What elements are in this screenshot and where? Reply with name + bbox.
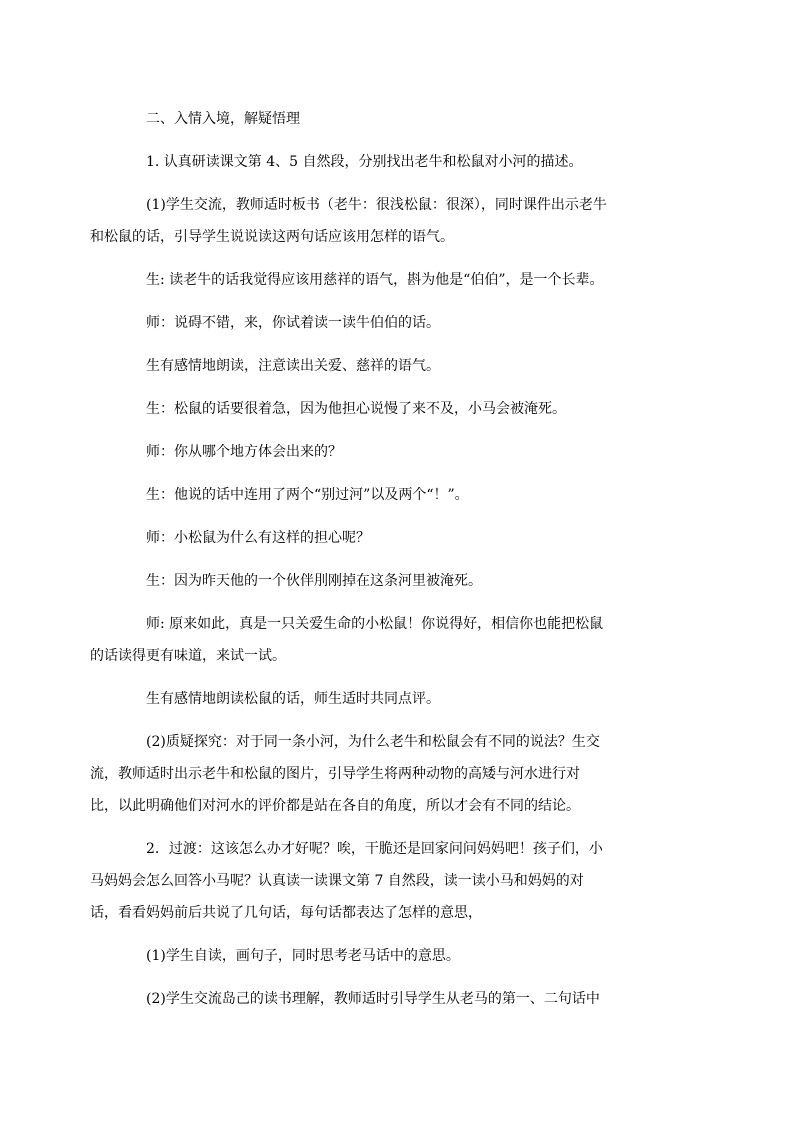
paragraph-gap xyxy=(118,929,678,940)
paragraph-gap xyxy=(118,339,678,350)
paragraph-gap xyxy=(118,822,678,833)
paragraph-line: 生有感情地朗读，注意读出关爱、慈祥的语气。 xyxy=(146,358,440,374)
paragraph-line: (1)学生交流，教师适时板书（老牛：很浅松鼠：很深），同时课件出示老牛 xyxy=(146,197,607,213)
paragraph-line: (1)学生自读，画句子，同时思考老马话中的意思。 xyxy=(146,948,460,964)
paragraph-line: 话，看看妈妈前后共说了几句话，每句话都表达了怎样的意思， xyxy=(90,905,482,921)
paragraph-line: 生：松鼠的话要很着急，因为他担心说慢了来不及，小马会被淹死。 xyxy=(146,401,566,417)
paragraph-gap xyxy=(118,135,678,146)
paragraph-line: 2．过渡：这该怎么办才好呢？唉，干脆还是回家问问妈妈吧！孩子们，小 xyxy=(146,841,603,857)
paragraph-line: 1. 认真研读课文第 4、5 自然段，分别找出老牛和松鼠对小河的描述。 xyxy=(146,154,583,170)
paragraph xyxy=(118,479,678,511)
paragraph xyxy=(90,189,678,253)
paragraph-line: 的话读得更有味道，来试一试。 xyxy=(90,648,286,664)
paragraph xyxy=(90,608,678,672)
paragraph-line: (2)学生交流岛己的读书理解，教师适时引导学生从老马的第一、二句话中 xyxy=(146,991,600,1007)
paragraph-gap xyxy=(118,425,678,436)
paragraph-gap xyxy=(118,511,678,522)
paragraph-line: 生: 读老牛的话我觉得应该用慈祥的语气，斟为他是“伯伯”，是一个长辈。 xyxy=(146,272,604,288)
paragraph-gap xyxy=(118,554,678,565)
paragraph-line: (2)质疑探究：对于同一条小河，为什么老牛和松鼠会有不同的说法？生交 xyxy=(146,734,600,750)
paragraph-gap xyxy=(118,253,678,264)
paragraph-line: 师：你从哪个地方体会出来的？ xyxy=(146,444,342,460)
paragraph xyxy=(90,726,678,822)
paragraph xyxy=(90,833,678,929)
paragraph xyxy=(118,307,678,339)
paragraph-line: 马妈妈会怎么回答小马呢？认真读一读课文第 7 自然段，读一读小马和妈妈的对 xyxy=(90,873,584,889)
paragraph-line: 生：因为昨天他的一个伙伴刖刚掉在这条河里被淹死。 xyxy=(146,573,482,589)
paragraph xyxy=(118,103,678,135)
paragraph-line: 二、入情入境，解疑悟理 xyxy=(146,111,300,127)
paragraph xyxy=(118,146,678,178)
paragraph xyxy=(118,683,678,715)
paragraph-line: 师: 原来如此，真是一只关爱生命的小松鼠！你说得好，相信你也能把松鼠 xyxy=(146,616,604,632)
paragraph-line: 生有感情地朗读松鼠的话，师生适时共同点评。 xyxy=(146,691,440,707)
document-body xyxy=(90,103,678,1015)
paragraph-line: 比，以此明确他们对河水的评价都是站在各自的角度，所以才会有不同的结论。 xyxy=(90,798,580,814)
paragraph xyxy=(118,350,678,382)
paragraph xyxy=(118,565,678,597)
paragraph xyxy=(118,983,678,1015)
paragraph-line: 师：说碍不错，来，你试着读一读牛伯伯的话。 xyxy=(146,315,440,331)
paragraph-gap xyxy=(118,382,678,393)
paragraph-line: 和松鼠的话，引导学生说说读这两句话应该用怎样的语气。 xyxy=(90,229,454,245)
paragraph-gap xyxy=(118,715,678,726)
paragraph xyxy=(118,436,678,468)
paragraph xyxy=(118,940,678,972)
paragraph-line: 师：小松鼠为什么有这样的担心呢？ xyxy=(146,530,370,546)
paragraph xyxy=(118,522,678,554)
paragraph-gap xyxy=(118,468,678,479)
paragraph-line: 生：他说的话中连用了两个“别过河”以及两个“！”。 xyxy=(146,487,469,503)
paragraph xyxy=(118,393,678,425)
paragraph-line: 流，教师适时出示老牛和松鼠的图片，引导学生将两种动物的高矮与河水进行对 xyxy=(90,766,580,782)
paragraph xyxy=(118,264,678,296)
paragraph-gap xyxy=(118,178,678,189)
paragraph-gap xyxy=(118,972,678,983)
paragraph-gap xyxy=(118,597,678,608)
paragraph-gap xyxy=(118,672,678,683)
paragraph-gap xyxy=(118,296,678,307)
